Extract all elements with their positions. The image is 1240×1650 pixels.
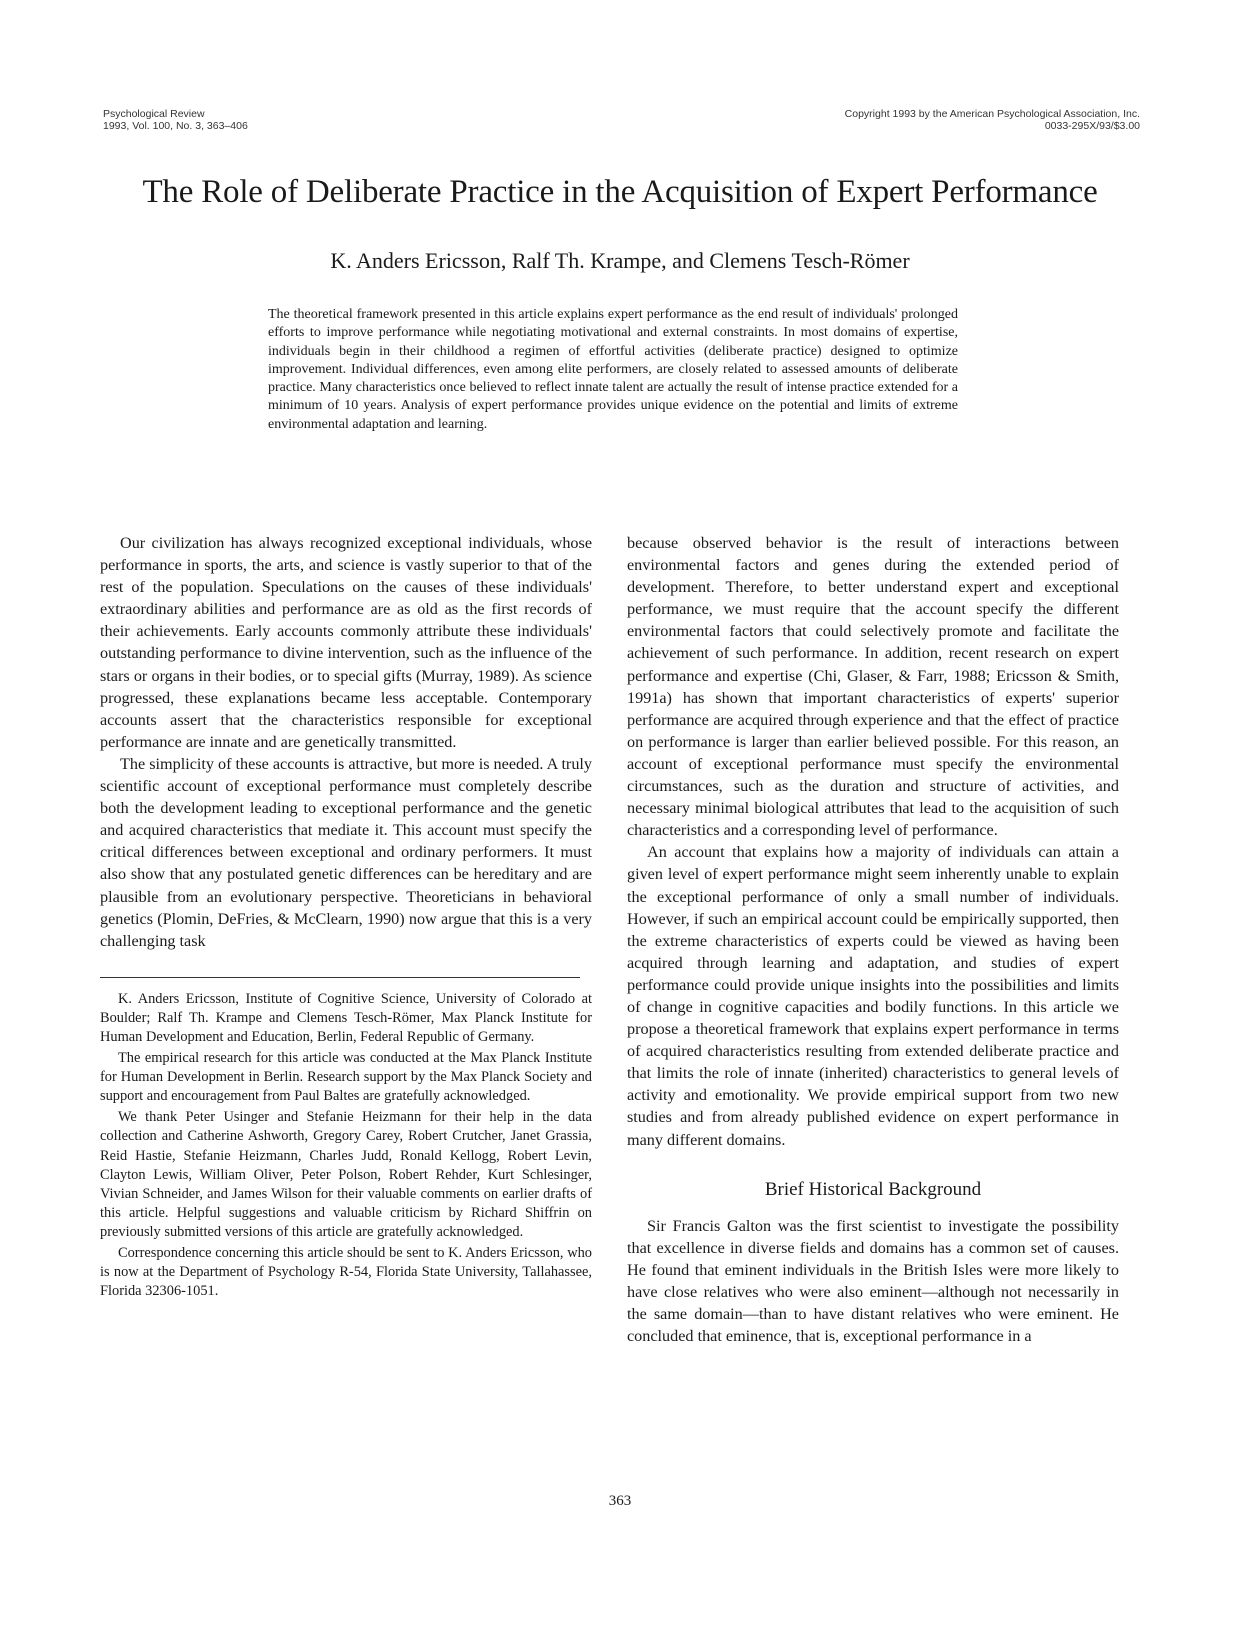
footnotes [100,990,592,1302]
footnote-divider [100,977,580,978]
correspondence-note: Correspondence concerning this article should be sent to K. Anders Ericsson, who is now at the Department of Psychology R-54, Florida State University, Tallahassee, Florida 32306-1051. [100,1245,592,1300]
journal-volume: 1993, Vol. 100, No. 3, 363–406 [103,120,248,132]
left-column [100,532,592,1303]
section-heading: Brief Historical Background [764,1178,982,1200]
abstract-text: The theoretical framework presented in this article explains expert performance as the end result of individuals' prolonged efforts to improve performance while negotiating motivational and external constraints. In most domains of expertise, individuals begin in their childhood a regimen of effortful activities (deliberate practice) designed to optimize improvement. Individual differences, even among elite performers, are closely related to assessed amounts of deliberate practice. Many characteristics once believed to reflect innate talent are actually the result of intense practice extended for a minimum of 10 years. Analysis of expert performance provides unique evidence on the potential and limits of extreme environmental adaptation and learning. [268,307,958,432]
article-title: The Role of Deliberate Practice in the Acquisition of Expert Performance [142,174,1098,210]
copyright-line: Copyright 1993 by the American Psychological Association, Inc. [844,108,1140,120]
right-column [627,532,1119,1347]
acknowledgment-note: We thank Peter Usinger and Stefanie Heizmann for their help in the data collection and Catherine Ashworth, Gregory Carey, Robert Crutcher, Janet Grassia, Reid Hastie, Stefanie Heizmann, Charles Judd, Ronald Kellogg, Robert Levin, Clayton Lewis, William Oliver, Peter Polson, Robert Rehder, Kurt Schlesinger, Vivian Schneider, and James Wilson for their valuable comments on earlier drafts of this article. Helpful suggestions and valuable criticism by Richard Shiffrin on previously submitted versions of this article are gratefully acknowledged. [100,1109,592,1240]
abstract [268,306,958,434]
running-header-left [103,108,248,132]
article-authors: K. Anders Ericsson, Ralf Th. Krampe, and Clemens Tesch-Römer [330,248,910,273]
body-paragraph: because observed behavior is the result of interactions between environmental factors and genes during the extended period of development. Therefore, to better understand expert and exceptional performance, we must require that the account specify the different environmental factors that could selectively promote and facilitate the achievement of such performance. In addition, recent research on expert performance and expertise (Chi, Glaser, & Farr, 1988; Ericsson & Smith, 1991a) has shown that important characteristics of experts' superior performance are acquired through experience and that the effect of practice on performance is larger than earlier believed possible. For this reason, an account of exceptional performance must specify the environmental circumstances, such as the duration and structure of activities, and necessary minimal biological attributes that lead to the acquisition of such characteristics and a corresponding level of performance. [627,534,1119,840]
body-paragraph: Sir Francis Galton was the first scientist to investigate the possibility that excellence in diverse fields and domains has a common set of causes. He found that eminent individuals in the British Isles were more likely to have close relatives who were also eminent—although not necessarily in the same domain—than to have distant relatives who were eminent. He concluded that eminence, that is, exceptional performance in a [627,1216,1119,1346]
body-paragraph: Our civilization has always recognized exceptional individuals, whose performance in sports, the arts, and science is vastly superior to that of the rest of the population. Speculations on the causes of these individuals' extraordinary abilities and performance are as old as the first records of their achievements. Early accounts commonly attribute these individuals' outstanding performance to divine intervention, such as the influence of the stars or organs in their bodies, or to special gifts (Murray, 1989). As science progressed, these explanations became less acceptable. Contemporary accounts assert that the characteristics responsible for exceptional performance are innate and are genetically transmitted. [100,534,592,751]
page-number: 363 [608,1493,632,1509]
running-header-right [845,108,1140,132]
body-paragraph: An account that explains how a majority of individuals can attain a given level of expert performance might seem inherently unable to explain the exceptional performance of only a small number of individuals. However, if such an empirical account could be empirically supported, then the extreme characteristics of experts could be viewed as having been acquired through learning and adaptation, and studies of expert performance could provide unique insights into the possibilities and limits of change in cognitive capacities and bodily functions. In this article we propose a theoretical framework that explains expert performance in terms of acquired characteristics resulting from extended deliberate practice and that limits the role of innate (inherited) characteristics to general levels of activity and emotionality. We provide empirical support from two new studies and from already published evidence on expert performance in many different domains. [627,843,1119,1149]
journal-name: Psychological Review [103,108,205,120]
body-paragraph: The simplicity of these accounts is attractive, but more is needed. A truly scientific account of exceptional performance must completely describe both the development leading to exceptional performance and the genetic and acquired characteristics that mediate it. This account must specify the critical differences between exceptional and ordinary performers. It must also show that any postulated genetic differences can be hereditary and are plausible from an evolutionary perspective. Theoreticians in behavioral genetics (Plomin, DeFries, & McClearn, 1990) now argue that this is a very challenging task [100,754,593,950]
funding-note: The empirical research for this article was conducted at the Max Planck Institute for Human Development in Berlin. Research support by the Max Planck Society and support and encouragement from Paul Baltes are gratefully acknowledged. [100,1050,592,1105]
issn-code: 0033-295X/93/$3.00 [1044,120,1140,132]
author-affiliation-note: K. Anders Ericsson, Institute of Cognitive Science, University of Colorado at Boulder; Ralf Th. Krampe and Clemens Tesch-Römer, Max Planck Institute for Human Development and Education, Berlin, Federal Republic of Germany. [100,990,592,1045]
